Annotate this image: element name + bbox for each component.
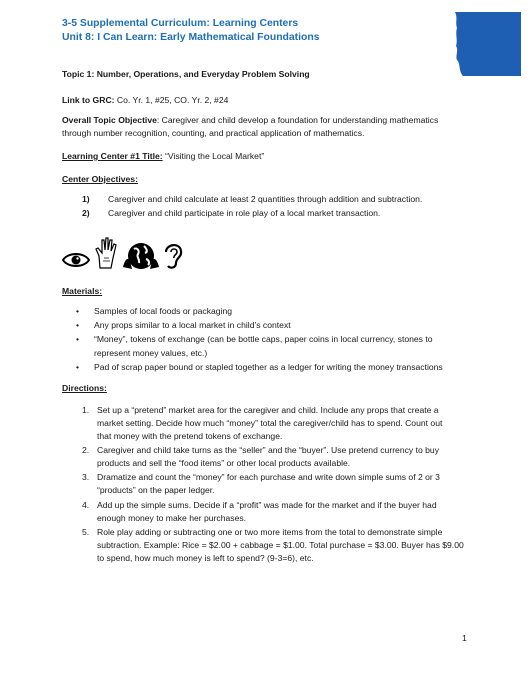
item-number: 1. [82,405,90,415]
direction-line: Set up a “pretend” market area for the caregiver and child. Include any props that create a [97,405,439,415]
page-number: 1 [462,633,467,643]
material-text: “Money”, tokens of exchange (can be bottle caps, paper coins in local currency, stones to [94,334,433,344]
direction-line: market setting. Decide how much “money” total the caregiver/child has to spend. Count out [97,418,443,428]
objective-text: : Caregiver and child develop a foundation for understanding mathematics [156,115,439,125]
unit-title: Unit 8: I Can Learn: Early Mathematical Foundations [62,32,320,43]
grc-label: Link to GRC: [62,95,115,105]
item-number: 1) [82,194,90,204]
item-text: Caregiver and child calculate at least 2 quantities through addition and subtraction. [108,194,423,204]
direction-line: Add up the simple sums. Decide if a “profit” was made for the market and if the buyer had [97,500,437,510]
grc-value: Co. Yr. 1, #25, CO. Yr. 2, #24 [116,95,229,105]
directions-heading: Directions: [62,383,107,393]
item-text: Caregiver and child participate in role play of a local market transaction. [108,208,381,218]
center-objectives-heading: Center Objectives: [62,174,138,184]
sensory-icons [62,234,192,274]
direction-line: to spend, how much money is left to spend? (9-3=6), etc. [97,553,314,563]
item-number: 4. [82,500,90,510]
eye-icon [62,252,90,268]
center-title-value: “Visiting the Local Market” [165,151,265,161]
globe-hands-icon [122,239,160,273]
item-number: 2. [82,445,90,455]
topic-title: Topic 1: Number, Operations, and Everyday Problem Solving [62,69,310,79]
material-text: Pad of scrap paper bound or stapled together as a ledger for writing the money transactions [94,362,443,372]
direction-line: subtraction. Example: Rice = $2.00 + cabbage = $1.00. Total purchase = $3.00. Buyer has $9.00 [97,540,464,550]
curriculum-title: 3-5 Supplemental Curriculum: Learning Centers [62,18,299,29]
direction-line: Caregiver and child take turns as the “seller” and the “buyer”. Use pretend currency to buy [97,445,440,455]
direction-line: Dramatize and count the “money” for each purchase and write down simple sums of 2 or 3 [97,472,440,482]
direction-line: that money with the pretend tokens of exchange. [97,431,283,441]
item-number: 3. [82,472,90,482]
item-number: 2) [82,208,90,218]
material-text: Any props similar to a local market in child’s context [94,320,291,330]
objective-text-continued: through number recognition, counting, and practical application of mathematics. [62,128,365,138]
direction-line: Role play adding or subtracting one or two more items from the total to demonstrate simple [97,527,443,537]
objective-label: Overall Topic Objective [62,115,157,125]
item-number: 5. [82,527,90,537]
direction-line: “products” on the paper ledger. [97,485,215,495]
material-text-continued: represent money values, etc.) [94,348,208,358]
bullet-icon: • [76,362,80,372]
center-title-label: Learning Center #1 Title: [62,151,163,161]
direction-line: enough money to make her purchases. [97,513,247,523]
decorative-blue-block [455,12,521,76]
ear-icon [162,240,184,270]
bullet-icon: • [76,334,80,344]
bullet-icon: • [76,306,80,316]
material-text: Samples of local foods or packaging [94,306,233,316]
direction-line: products and sell the “food items” or other local products available. [97,458,351,468]
materials-heading: Materials: [62,286,103,296]
learning-center-title [62,150,264,164]
hand-icon [94,236,120,270]
grc-link [62,94,228,108]
bullet-icon: • [76,320,80,330]
topic-objective [62,114,438,128]
